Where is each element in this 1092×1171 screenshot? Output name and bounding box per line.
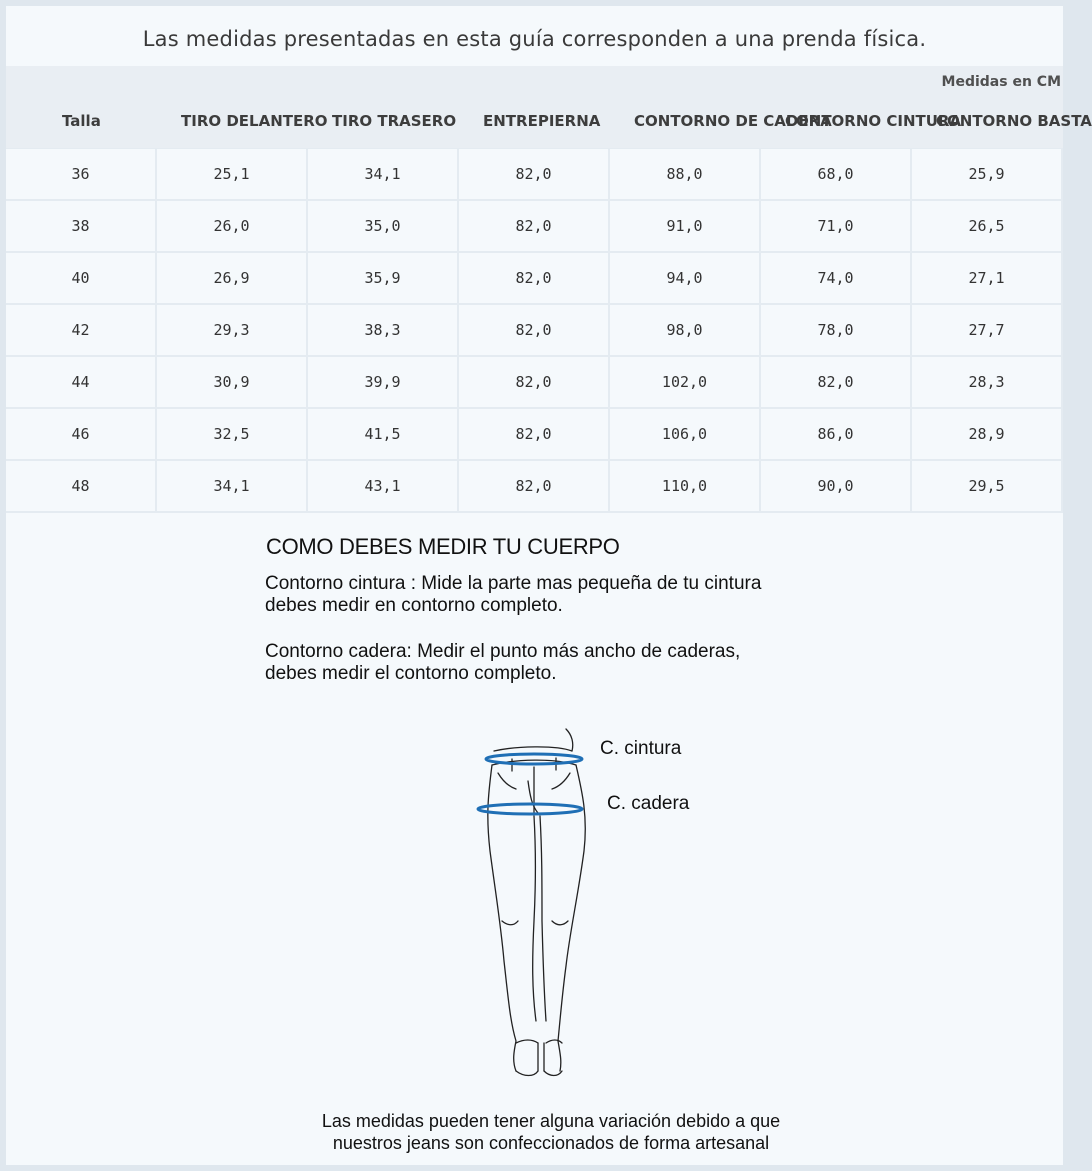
measure-cell: 91,0 bbox=[610, 201, 761, 251]
measure-cell: 28,9 bbox=[912, 409, 1063, 459]
measure-cell: 26,5 bbox=[912, 201, 1063, 251]
measure-cell: 68,0 bbox=[761, 149, 912, 199]
measure-cell: 26,0 bbox=[157, 201, 308, 251]
table-row bbox=[6, 148, 1063, 201]
measure-cell: 27,7 bbox=[912, 305, 1063, 355]
measure-cell: 35,9 bbox=[308, 253, 459, 303]
header-tiro-trasero: TIRO TRASERO bbox=[332, 112, 457, 130]
measure-cell: 110,0 bbox=[610, 461, 761, 511]
measure-cell: 82,0 bbox=[459, 305, 610, 355]
table-row bbox=[6, 201, 1063, 253]
measure-cell: 106,0 bbox=[610, 409, 761, 459]
size-cell: 42 bbox=[6, 305, 157, 355]
measure-cell: 82,0 bbox=[459, 409, 610, 459]
size-cell: 36 bbox=[6, 149, 157, 199]
size-cell: 44 bbox=[6, 357, 157, 407]
header-talla: Talla bbox=[62, 112, 101, 130]
hip-figure-label: C. cadera bbox=[607, 793, 690, 814]
size-cell: 46 bbox=[6, 409, 157, 459]
table-row bbox=[6, 357, 1063, 409]
measure-cell: 39,9 bbox=[308, 357, 459, 407]
size-cell: 38 bbox=[6, 201, 157, 251]
table-row bbox=[6, 461, 1063, 513]
intro-text: Las medidas presentadas en esta guía corresponden a una prenda física. bbox=[142, 27, 927, 51]
measure-cell: 88,0 bbox=[610, 149, 761, 199]
measure-cell: 34,1 bbox=[308, 149, 459, 199]
measure-cell: 27,1 bbox=[912, 253, 1063, 303]
measure-cell: 35,0 bbox=[308, 201, 459, 251]
table-row bbox=[6, 305, 1063, 357]
measure-cell: 25,9 bbox=[912, 149, 1063, 199]
measure-cell: 82,0 bbox=[459, 253, 610, 303]
measure-cell: 34,1 bbox=[157, 461, 308, 511]
size-table-body bbox=[6, 148, 1063, 513]
units-label: Medidas en CM bbox=[941, 74, 1061, 90]
measure-cell: 29,3 bbox=[157, 305, 308, 355]
measure-cell: 82,0 bbox=[459, 461, 610, 511]
measure-cell: 82,0 bbox=[761, 357, 912, 407]
footer-note: Las medidas pueden tener alguna variación debido a que nuestros jeans son confeccionados de forma artesanal bbox=[321, 1111, 781, 1153]
table-row bbox=[6, 253, 1063, 305]
measure-cell: 90,0 bbox=[761, 461, 912, 511]
measure-cell: 28,3 bbox=[912, 357, 1063, 407]
measure-cell: 38,3 bbox=[308, 305, 459, 355]
measure-cell: 25,1 bbox=[157, 149, 308, 199]
hip-instruction: Contorno cadera: Medir el punto más ancho de caderas, debes medir el contorno completo. bbox=[265, 641, 741, 684]
header-contorno-cintura: CONTORNO CINTURA bbox=[785, 112, 962, 130]
measure-cell: 102,0 bbox=[610, 357, 761, 407]
measure-cell: 82,0 bbox=[459, 201, 610, 251]
measure-cell: 43,1 bbox=[308, 461, 459, 511]
size-cell: 48 bbox=[6, 461, 157, 511]
measure-cell: 26,9 bbox=[157, 253, 308, 303]
measure-cell: 98,0 bbox=[610, 305, 761, 355]
waist-instruction: Contorno cintura : Mide la parte mas pequeña de tu cintura debes medir en contorno completo. bbox=[265, 573, 762, 616]
measure-cell: 41,5 bbox=[308, 409, 459, 459]
measure-cell: 82,0 bbox=[459, 357, 610, 407]
measure-cell: 78,0 bbox=[761, 305, 912, 355]
table-row bbox=[6, 409, 1063, 461]
jeans-illustration-icon bbox=[466, 721, 606, 1085]
header-contorno-basta: CONTORNO BASTA bbox=[936, 112, 1092, 130]
measure-cell: 86,0 bbox=[761, 409, 912, 459]
measure-cell: 82,0 bbox=[459, 149, 610, 199]
measure-cell: 32,5 bbox=[157, 409, 308, 459]
measure-cell: 30,9 bbox=[157, 357, 308, 407]
measure-cell: 29,5 bbox=[912, 461, 1063, 511]
size-cell: 40 bbox=[6, 253, 157, 303]
measure-cell: 74,0 bbox=[761, 253, 912, 303]
guide-title: COMO DEBES MEDIR TU CUERPO bbox=[266, 534, 620, 559]
waist-figure-label: C. cintura bbox=[600, 738, 682, 759]
measure-cell: 71,0 bbox=[761, 201, 912, 251]
header-contorno-cadera: CONTORNO DE CADERA bbox=[634, 112, 832, 130]
header-tiro-delantero: TIRO DELANTERO bbox=[181, 112, 328, 130]
measure-cell: 94,0 bbox=[610, 253, 761, 303]
header-entrepierna: ENTREPIERNA bbox=[483, 112, 601, 130]
size-guide-panel bbox=[6, 6, 1092, 1165]
